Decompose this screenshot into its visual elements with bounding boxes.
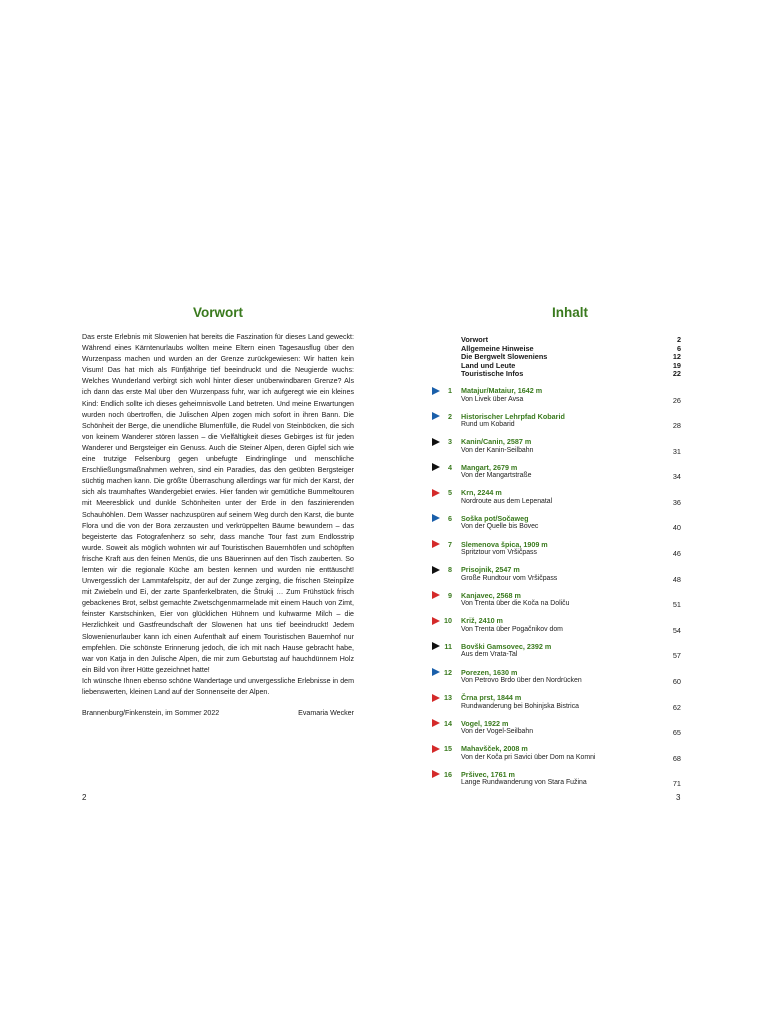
tour-title: Črna prst, 1844 m xyxy=(461,693,522,703)
page-number-right: 3 xyxy=(676,793,681,802)
tour-subtitle: Von Livek über Avsa xyxy=(461,395,524,403)
contents-entry-page: 12 xyxy=(672,352,681,362)
tour-title: Slemenova špica, 1909 m xyxy=(461,539,548,549)
tour-entry[interactable] xyxy=(432,514,681,540)
tour-subtitle: Aus dem Vrata-Tal xyxy=(461,651,518,659)
tour-number: 10 xyxy=(444,616,452,626)
tour-page-number: 40 xyxy=(672,523,681,533)
tour-page-number: 46 xyxy=(672,549,681,559)
foreword-title: Vorwort xyxy=(193,305,243,320)
tour-number: 15 xyxy=(444,744,452,754)
contents-entry-label: Allgemeine Hinweise xyxy=(461,343,534,353)
tour-number: 4 xyxy=(448,462,452,472)
difficulty-flag-icon xyxy=(432,540,440,548)
tour-title: Historischer Lehrpfad Kobarid xyxy=(461,411,565,421)
difficulty-flag-icon xyxy=(432,642,440,650)
contents-entry-label: Vorwort xyxy=(461,335,489,344)
contents-entry[interactable] xyxy=(461,370,681,379)
tour-entry[interactable] xyxy=(432,642,681,668)
tour-title: Mangart, 2679 m xyxy=(461,462,518,472)
difficulty-flag-icon xyxy=(432,694,440,702)
tour-title: Kanjavec, 2568 m xyxy=(461,590,521,600)
tour-page-number: 60 xyxy=(672,677,681,687)
tour-number: 13 xyxy=(444,693,452,703)
tour-title: Prisojnik, 2547 m xyxy=(461,565,520,575)
contents-entry-page: 22 xyxy=(672,369,681,379)
contents-intro-list xyxy=(461,336,681,379)
tour-title: Matajur/Mataiur, 1642 m xyxy=(461,386,543,395)
tour-subtitle: Von der Koča pri Savici über Dom na Komni xyxy=(461,753,596,761)
tour-subtitle: Große Rundtour vom Vršičpass xyxy=(461,574,558,582)
tour-subtitle: Von Trenta über die Koča na Doliču xyxy=(461,600,570,608)
tour-page-number: 51 xyxy=(672,600,681,610)
tour-page-number: 31 xyxy=(672,446,681,456)
tour-entry[interactable] xyxy=(432,719,681,745)
tour-number: 7 xyxy=(448,539,452,549)
tour-page-number: 65 xyxy=(672,728,681,738)
tour-entry[interactable] xyxy=(432,386,681,412)
difficulty-flag-icon xyxy=(432,463,440,471)
tour-number: 11 xyxy=(444,641,452,651)
tour-number: 3 xyxy=(448,437,452,447)
tour-page-number: 71 xyxy=(672,779,681,789)
tour-page-number: 54 xyxy=(672,625,681,635)
difficulty-flag-icon xyxy=(432,591,440,599)
tour-entry[interactable] xyxy=(432,693,681,719)
tour-subtitle: Nordroute aus dem Lepenatal xyxy=(461,497,553,505)
tour-title: Mahavšček, 2008 m xyxy=(461,744,528,754)
tour-subtitle: Von der Mangartstraße xyxy=(461,472,532,480)
difficulty-flag-icon xyxy=(432,719,440,727)
tour-page-number: 34 xyxy=(672,472,681,482)
tour-entry[interactable] xyxy=(432,591,681,617)
tour-subtitle: Von Petrovo Brdo über den Nordrücken xyxy=(461,677,582,685)
difficulty-flag-icon xyxy=(432,514,440,522)
signature-line xyxy=(82,709,354,717)
tour-entry[interactable] xyxy=(432,565,681,591)
difficulty-flag-icon xyxy=(432,617,440,625)
tour-entry[interactable] xyxy=(432,668,681,694)
tour-entry[interactable] xyxy=(432,463,681,489)
contents-title: Inhalt xyxy=(552,305,588,320)
contents-entry-page: 19 xyxy=(672,360,681,370)
difficulty-flag-icon xyxy=(432,438,440,446)
tour-entry[interactable] xyxy=(432,437,681,463)
tour-page-number: 62 xyxy=(672,702,681,712)
tour-entry[interactable] xyxy=(432,488,681,514)
difficulty-flag-icon xyxy=(432,566,440,574)
tour-subtitle: Von der Quelle bis Bovec xyxy=(461,523,539,531)
tour-subtitle: Von der Kanin-Seilbahn xyxy=(461,446,534,454)
foreword-closing-paragraph: Ich wünsche Ihnen ebenso schöne Wandertage und unvergessliche Erlebnisse in dem liebenswerten, kleinen Land auf der Sonnenseite der Alpen. xyxy=(82,677,354,697)
place-date: Brannenburg/Finkenstein, im Sommer 2022 xyxy=(82,709,220,717)
foreword-paragraph: Das erste Erlebnis mit Slowenien hat bereits die Faszination für dieses Land geweckt: Während eines Kärntenurlaubs wollten meine Eltern einen Tagesausflug über den Wurzenpass machen und wurden an der Grenze zurückgewiesen: Wir hatten kein Visum! Das hat mich als Fünfjährige tief beeindruckt und die Neugierde wuchs: Welches Wunderland verbirgt sich wohl hinter dieser unüberwindbaren Grenze? Als ich dann das erste Mal über den Wurzenpass fuhr, war ich aufgeregt wie ein kleines Kind: Endlich sollte ich dieses geheimnisvolle Land betreten. Und meine Erwartungen wurden noch übertroffen, die Julischen Alpen zogen mich sofort in ihren Bann. Die Schönheit der Berge, die unendliche Blumenfülle, die Rudel von Steinböcken, die sich von keinem Wanderer stören lassen – die Vielfältigkeit dieses Gebirges ist für jeden Wanderer und Bergsteiger ein Genuss. Auch die Steiner Alpen, deren Gipfel sich wie eine trutzige Felsenburg gegen unbefugte Eindringlinge und menschliche Erschließungsmaßnahmen wehren, sind ein Paradies, das den geübten Bergsteiger süchtig machen kann. Die größte Überraschung allerdings war für mich der Karst, der sich als traumhaftes Wandergebiet erwies. Hier fanden wir gemütliche Bummeltouren mit Meeresblick und dunkle Schönheiten unter der Erde in den faszinierenden Schauhöhlen. Dem Wasser nachzuspüren auf seinem Weg durch den Karst, die bunte Flora und die von der Bora zerzausten und verkrüppelten Bäume bewundern – das begeisterte das Fotografenherz so sehr, dass manche Tour fast zum Endlosstrip wurde. Soweit als möglich wohnten wir auf Touristischen Bauernhöfen und schöpften frische Kraft aus den feinen Menüs, die uns Bäuerinnen auf den Tisch zauberten. So lernten wir die regionale Küche am besten kennen und wurden nie enttäuscht! Unvergesslich der Lammtafelspitz, der auf der Zunge zerging, die frischen Steinpilze mit Zwiebeln und Ei, der zarte Spanferkelbraten, die Štrukij … Zum Frühstück frisch gebackenes Brot, selbst gemachte Zwetschgenmarmelade mit einem Hauch von Zimt, feinster Karstschinken, Eier von glücklichen Hühnern und kuhwarme Milch – die Herzlichkeit und Gastfreundschaft der Slowenen hat uns tief beeindruckt! Jedem Slowenienurlauber kann ich einen Aufenthalt auf einem Touristischen Bauernhof nur empfehlen. Die schönste Erinnerung jedoch, die ich mit nach Hause gebracht habe, war von Katja in den Julische Alpen, die mir zum Geburtstag auf hauchdünnem Holz ein Bild von ihrer Hütte gezeichnet hatte! xyxy=(82,333,354,674)
contents-entry-label: Touristische Infos xyxy=(461,369,524,379)
tour-entry[interactable] xyxy=(432,540,681,566)
tour-page-number: 36 xyxy=(672,497,681,507)
tour-page-number: 57 xyxy=(672,651,681,661)
difficulty-flag-icon xyxy=(432,668,440,676)
tour-page-number: 28 xyxy=(672,421,681,431)
tour-page-number: 26 xyxy=(672,395,681,405)
difficulty-flag-icon xyxy=(432,770,440,778)
tour-page-number: 48 xyxy=(672,574,681,584)
difficulty-flag-icon xyxy=(432,387,440,395)
tour-title: Vogel, 1922 m xyxy=(461,718,509,728)
tour-number: 14 xyxy=(444,718,452,728)
tour-subtitle: Rundwanderung bei Bohinjska Bistrica xyxy=(461,702,579,710)
tour-number: 1 xyxy=(448,386,452,395)
difficulty-flag-icon xyxy=(432,489,440,497)
tour-entry[interactable] xyxy=(432,412,681,438)
tour-subtitle: Rund um Kobarid xyxy=(461,421,515,429)
page-number-left: 2 xyxy=(82,793,87,802)
tour-title: Porezen, 1630 m xyxy=(461,667,518,677)
tour-title: Kanin/Canin, 2587 m xyxy=(461,437,532,447)
difficulty-flag-icon xyxy=(432,745,440,753)
tour-number: 9 xyxy=(448,590,452,600)
tour-number: 12 xyxy=(444,667,452,677)
tour-title: Krn, 2244 m xyxy=(461,488,502,498)
contents-entry-label: Land und Leute xyxy=(461,360,516,370)
difficulty-flag-icon xyxy=(432,412,440,420)
contents-entry-page: 2 xyxy=(676,335,681,344)
tour-entry[interactable] xyxy=(432,770,681,796)
right-page xyxy=(384,0,768,1024)
tour-number: 16 xyxy=(444,769,452,779)
tour-title: Soška pot/Sočaweg xyxy=(461,513,529,523)
tour-number: 5 xyxy=(448,488,452,498)
author-name: Evamaria Wecker xyxy=(298,709,354,717)
tour-subtitle: Von Trenta über Pogačnikov dom xyxy=(461,625,563,633)
tour-title: Bovški Gamsovec, 2392 m xyxy=(461,641,552,651)
tour-number: 2 xyxy=(448,411,452,421)
tour-subtitle: Lange Rundwanderung von Stara Fužina xyxy=(461,779,587,787)
tour-entry[interactable] xyxy=(432,744,681,770)
contents-tour-list xyxy=(432,386,681,796)
tour-number: 8 xyxy=(448,565,452,575)
tour-entry[interactable] xyxy=(432,616,681,642)
tour-number: 6 xyxy=(448,513,452,523)
tour-page-number: 68 xyxy=(672,753,681,763)
contents-entry-page: 6 xyxy=(676,343,681,353)
tour-subtitle: Spritztour vom Vršičpass xyxy=(461,549,537,557)
contents-entry-label: Die Bergwelt Sloweniens xyxy=(461,352,548,362)
tour-subtitle: Von der Vogel-Seilbahn xyxy=(461,728,534,736)
tour-title: Križ, 2410 m xyxy=(461,616,503,626)
tour-title: Pršivec, 1761 m xyxy=(461,769,515,779)
